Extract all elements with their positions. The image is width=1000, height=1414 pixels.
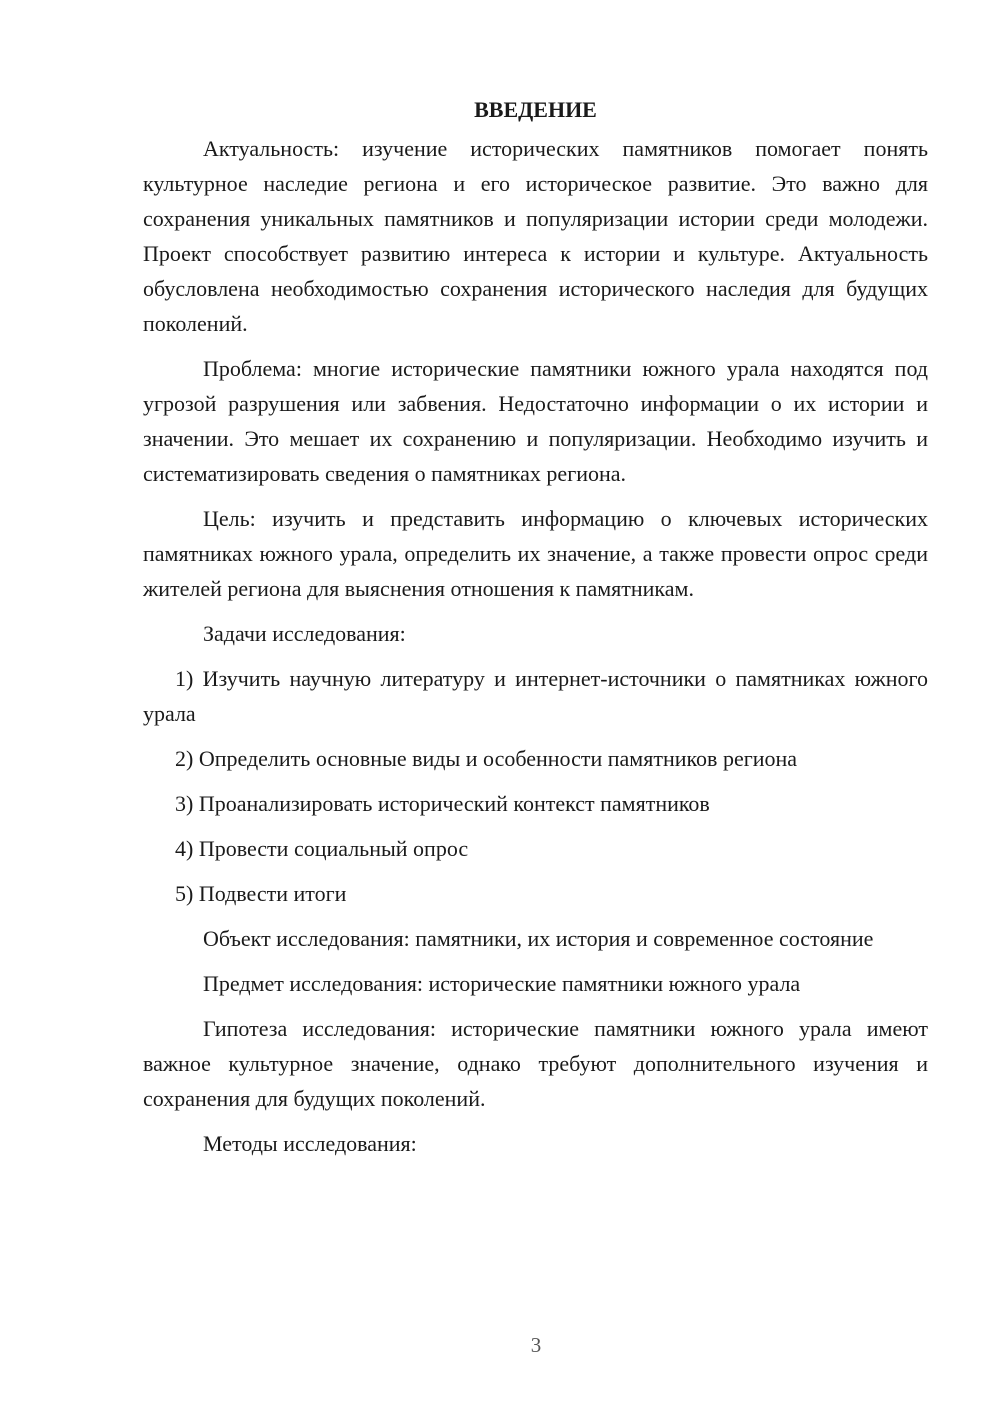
subject-paragraph: Предмет исследования: исторические памятники южного урала — [203, 971, 801, 996]
task-item-1: 1) Изучить научную литературу и интернет-источники о памятниках южного урала — [143, 666, 928, 726]
hypothesis-paragraph: Гипотеза исследования: исторические памятники южного урала имеют важное культурное значение, однако требуют дополнительного изучения и сохранения для будущих поколений. — [143, 1016, 928, 1111]
task-item-5: 5) Подвести итоги — [175, 881, 347, 906]
object-paragraph: Объект исследования: памятники, их история и современное состояние — [203, 926, 874, 951]
task-item-4: 4) Провести социальный опрос — [175, 836, 469, 861]
page-title: ВВЕДЕНИЕ — [474, 97, 597, 122]
tasks-title: Задачи исследования: — [203, 621, 406, 646]
goal-paragraph: Цель: изучить и представить информацию о ключевых исторических памятниках южного урала, определить их значение, а также провести опрос среди жителей региона для выяснения отношения к памятникам. — [143, 506, 928, 601]
task-item-3: 3) Проанализировать исторический контекст памятников — [175, 791, 710, 816]
task-item-2: 2) Определить основные виды и особенности памятников региона — [175, 746, 798, 771]
page-number: 3 — [530, 1333, 542, 1357]
document-page — [143, 92, 928, 1171]
problem-paragraph: Проблема: многие исторические памятники южного урала находятся под угрозой разрушения или забвения. Недостаточно информации о их истории и значении. Это мешает их сохранению и популяризации. Необходимо изучить и систематизировать сведения о памятниках региона. — [143, 356, 928, 486]
methods-paragraph: Методы исследования: — [203, 1131, 417, 1156]
relevance-paragraph: Актуальность: изучение исторических памятников помогает понять культурное наследие региона и его историческое развитие. Это важно для сохранения уникальных памятников и популяризации истории среди молодежи. Проект способствует развитию интереса к истории и культуре. Актуальность обусловлена необходимостью сохранения исторического наследия для будущих поколений. — [143, 136, 928, 336]
